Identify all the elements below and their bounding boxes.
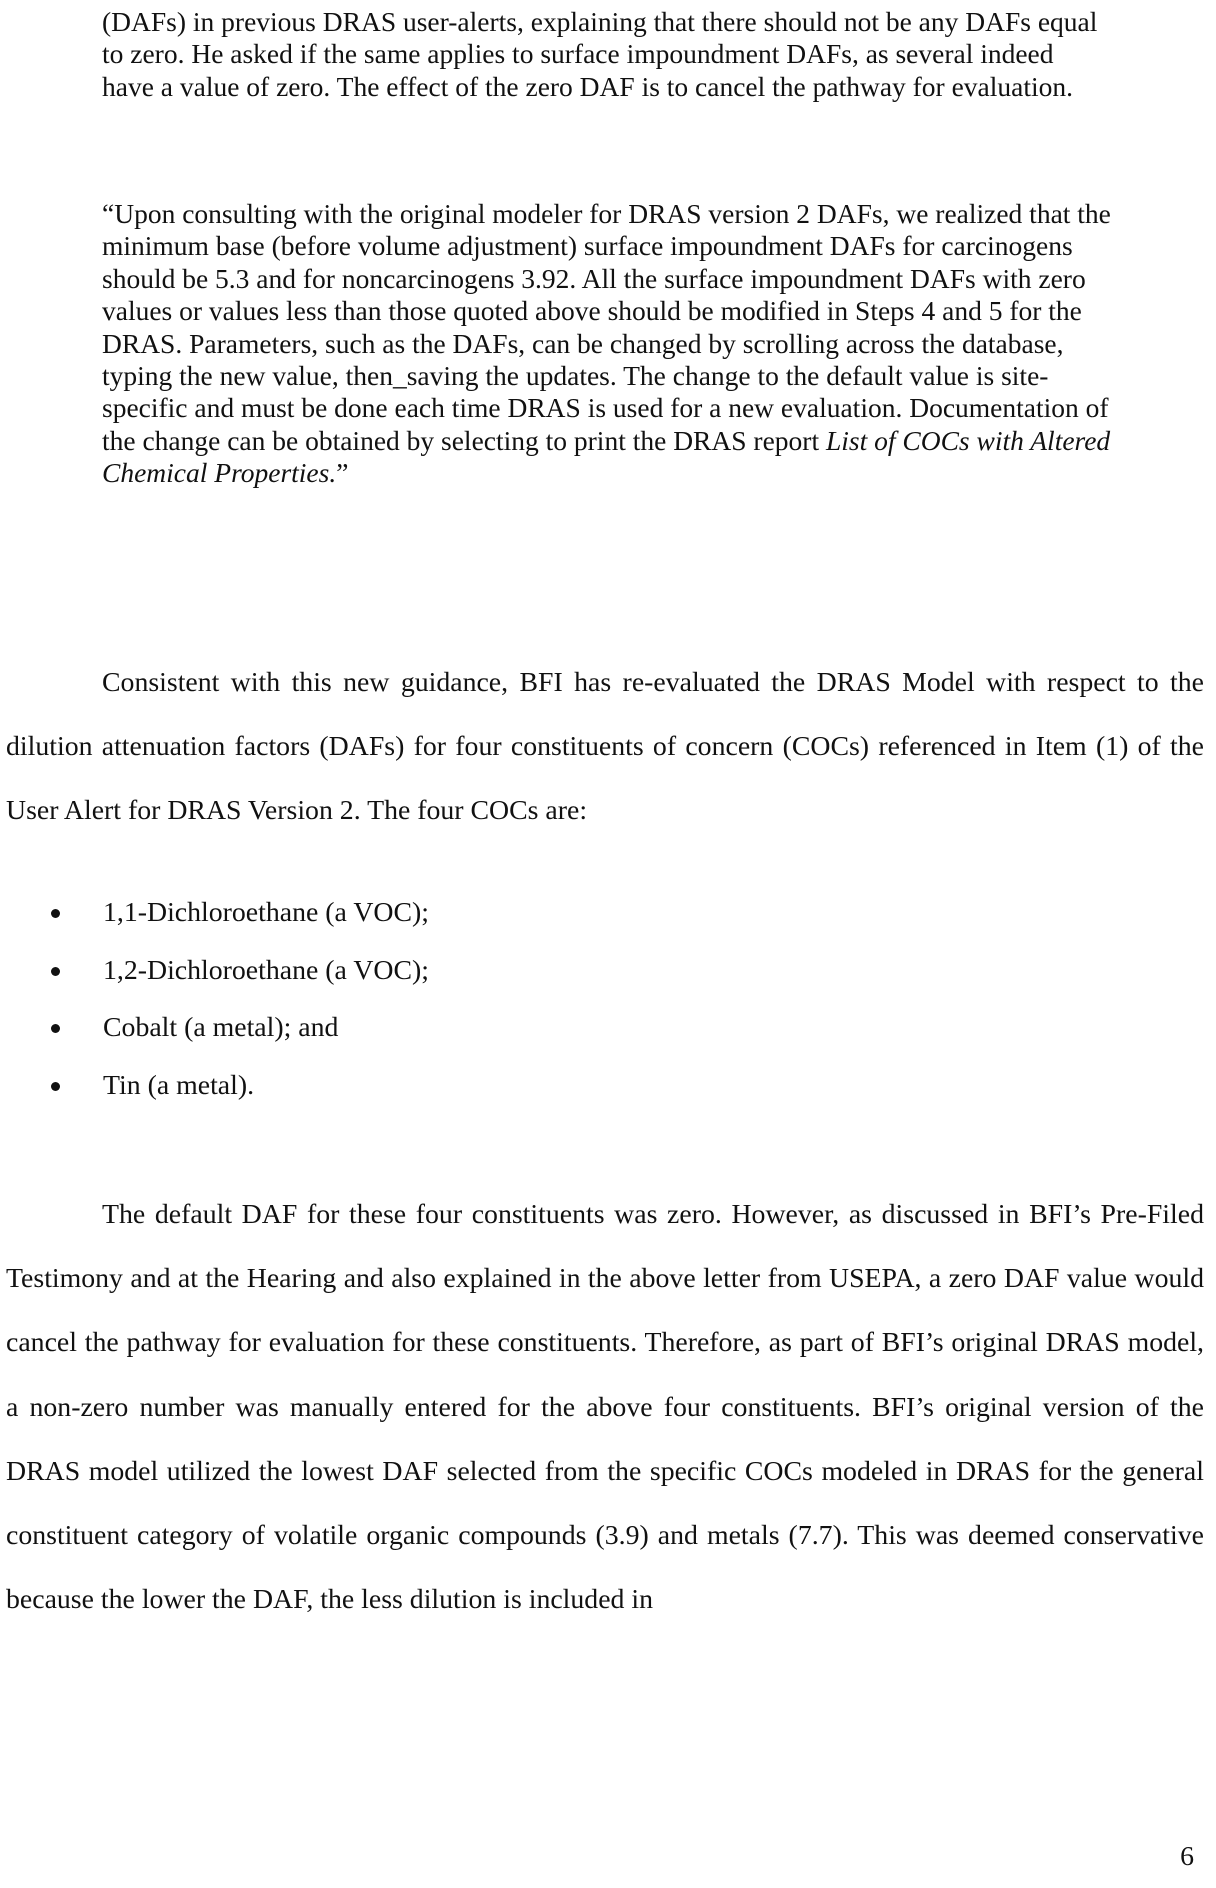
coc-bullet-list [0, 893, 800, 1123]
page-number: 6 [1180, 1841, 1194, 1872]
list-item [0, 951, 800, 1009]
body-paragraph-1: Consistent with this new guidance, BFI has re-evaluated the DRAS Model with respect to the dilution attenuation factors (DAFs) for four constituents of concern (COCs) referenced in Item (1) of the User Alert for DRAS Version 2. The four COCs are: [6, 667, 1204, 827]
closing-quote-mark: ” [336, 457, 349, 489]
body-paragraph-2: The default DAF for these four constituents was zero. However, as discussed in BFI’s Pre-Filed Testimony and at the Hearing and also explained in the above letter from USEPA, a zero DAF value would cancel the pathway for evaluation for these constituents. Therefore, as part of BFI’s original DRAS model, a non-zero number was manually entered for the above four constituents. BFI’s original version of the DRAS model utilized the lowest DAF selected from the specific COCs modeled in DRAS for the general constituent category of volatile organic compounds (3.9) and metals (7.7). This was deemed conservative because the lower the DAF, the less dilution is included in [6, 1199, 1204, 1616]
bullet-icon [51, 1024, 60, 1033]
list-item [0, 1008, 800, 1066]
list-item-text: 1,1-Dichloroethane (a VOC); [103, 897, 430, 928]
list-item [0, 893, 800, 951]
list-item-text: Tin (a metal). [103, 1069, 255, 1101]
bullet-icon [51, 909, 60, 918]
quoted-paragraph-2 [102, 198, 1112, 490]
bullet-icon [51, 967, 60, 976]
quoted-paragraph-1: (DAFs) in previous DRAS user-alerts, explaining that there should not be any DAFs equal to zero. He asked if the same applies to surface impoundment DAFs, as several indeed have a value of zero. The effect of the zero DAF is to cancel the pathway for evaluation. [102, 6, 1098, 102]
list-item [0, 1066, 800, 1124]
quoted-paragraph-2-text: “Upon consulting with the original modeler for DRAS version 2 DAFs, we realized that the minimum base (before volume adjustment) surface impoundment DAFs for carcinogens should be 5.3 and for noncarcinogens 3.92. All the surface impoundment DAFs with zero values or values less than those quoted above should be modified in Steps 4 and 5 for the DRAS. Parameters, such as the DAFs, can be changed by scrolling across the database, typing the new value, then_saving the updates. The change to the default value is site-specific and must be done each time DRAS is used for a new evaluation. Documentation of the change can be obtained by selecting to print the DRAS report [102, 198, 1111, 456]
bullet-icon [51, 1082, 60, 1091]
report-title: List of COCs with Altered Chemical Properties. [102, 424, 1111, 489]
list-item-text: Cobalt (a metal); and [103, 1012, 339, 1043]
list-item-text: 1,2-Dichloroethane (a VOC); [103, 954, 430, 986]
